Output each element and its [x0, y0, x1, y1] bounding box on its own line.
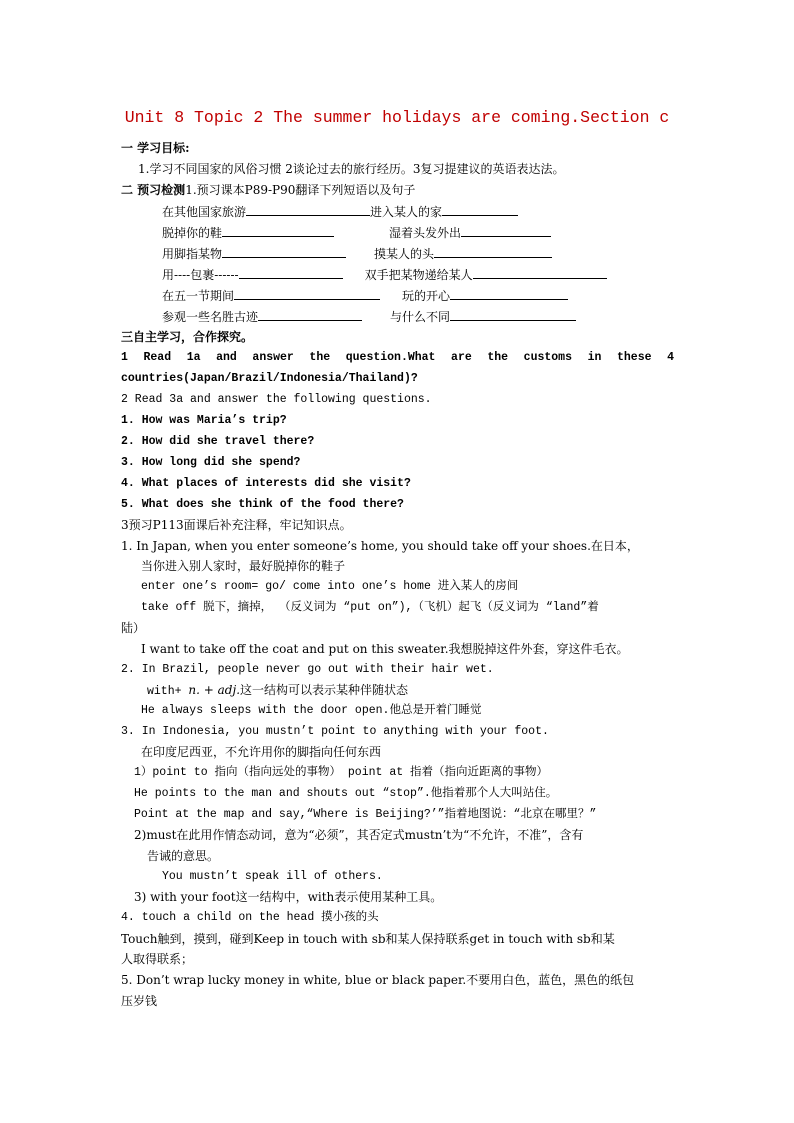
answer-blank[interactable] — [442, 203, 518, 216]
note-3-line-4: He points to the man and shouts out “stop”.他指着那个人大叫站住。 — [134, 787, 558, 800]
section-3-heading: 三自主学习，合作探究。 — [121, 330, 254, 344]
answer-blank[interactable] — [461, 224, 551, 237]
section-2-instruction: 1.预习课本P89-P90翻译下列短语以及句子 — [185, 183, 416, 197]
answer-blank[interactable] — [434, 245, 552, 258]
phrase: 进入某人的家 — [370, 205, 443, 219]
learning-goals: 1.学习不同国家的风俗习惯 2谈论过去的旅行经历。3复习提建议的英语表达法。 — [138, 162, 565, 176]
question-3-instruction: 3预习P113面课后补充注释，牢记知识点。 — [121, 518, 352, 532]
note-2-line-1: 2. In Brazil, people never go out with their hair wet. — [121, 663, 494, 676]
phrase: 用脚指某物 — [162, 247, 223, 261]
answer-blank[interactable] — [450, 287, 568, 300]
formula-italic: n. + adj. — [188, 683, 241, 697]
phrase-row-3 — [162, 245, 552, 262]
answer-blank[interactable] — [222, 245, 346, 258]
note-3-line-5: Point at the map and say,“Where is Beijing?’”指着地图说：“北京在哪里？” — [134, 808, 597, 821]
note-1-line-1: 1. In Japan, when you enter someone’s home, you should take off your shoes.在日本， — [121, 539, 639, 553]
note-5-line-1: 5. Don’t wrap lucky money in white, blue or black paper.不要用白色，蓝色，黑色的纸包 — [121, 973, 635, 987]
phrase: 摸某人的头 — [374, 247, 435, 261]
note-3-line-6: 2)must在此用作情态动词，意为“必须”，其否定式mustn’t为“不允许，不准”，含有 — [134, 828, 584, 842]
formula-explanation: 这一结构可以表示某种伴随状态 — [240, 683, 409, 697]
note-1-line-3: enter one’s room= go/ come into one’s home 进入某人的房间 — [141, 580, 519, 593]
question-item: 5. What does she think of the food there? — [121, 498, 404, 511]
question-item: 2. How did she travel there? — [121, 435, 315, 448]
question-item: 1. How was Maria’s trip? — [121, 414, 287, 427]
note-2-line-2 — [147, 682, 408, 700]
note-4-line-3: 人取得联系； — [121, 952, 194, 966]
phrase: 在五一节期间 — [162, 289, 235, 303]
phrase-row-5 — [162, 287, 568, 304]
answer-blank[interactable] — [246, 203, 370, 216]
section-2-heading: 二 预习检测 — [121, 183, 186, 197]
answer-blank[interactable] — [450, 308, 576, 321]
question-1-line-2: countries(Japan/Brazil/Indonesia/Thailand)? — [121, 372, 418, 385]
question-1-line-1: 1 Read 1a and answer the question.What are the customs in these 4 — [121, 351, 674, 364]
phrase: 与什么不同 — [390, 310, 451, 324]
formula-prefix: with+ — [147, 685, 189, 698]
phrase-row-1 — [162, 203, 518, 220]
answer-blank[interactable] — [473, 266, 607, 279]
phrase: 用----包裹------ — [162, 268, 239, 282]
note-1-line-5: 陆） — [121, 621, 146, 635]
note-1-line-4: take off 脱下，摘掉， （反义词为 “put on”),（飞机）起飞（反义词为 “land”着 — [141, 601, 599, 614]
note-5-line-2: 压岁钱 — [121, 994, 158, 1008]
note-3-line-9: 3) with your foot这一结构中，with表示使用某种工具。 — [134, 890, 443, 904]
note-3-line-8: You mustn’t speak ill of others. — [162, 870, 383, 883]
section-2-heading-line — [121, 182, 415, 198]
note-3-line-3: 1）point to 指向（指向远处的事物） point at 指着（指向近距离的事物） — [134, 766, 549, 779]
phrase: 双手把某物递给某人 — [364, 268, 473, 282]
question-2-instruction: 2 Read 3a and answer the following questions. — [121, 393, 432, 406]
phrase: 参观一些名胜古迹 — [162, 310, 259, 324]
page-title: Unit 8 Topic 2 The summer holidays are coming.Section c — [124, 108, 670, 127]
answer-blank[interactable] — [258, 308, 362, 321]
phrase: 脱掉你的鞋 — [162, 226, 223, 240]
section-1-heading: 一 学习目标: — [121, 141, 190, 155]
answer-blank[interactable] — [239, 266, 343, 279]
note-1-line-6: I want to take off the coat and put on this sweater.我想脱掉这件外套，穿这件毛衣。 — [141, 642, 629, 656]
note-3-line-1: 3. In Indonesia, you mustn’t point to anything with your foot. — [121, 725, 549, 738]
phrase: 在其他国家旅游 — [162, 205, 247, 219]
answer-blank[interactable] — [234, 287, 380, 300]
note-3-line-2: 在印度尼西亚，不允许用你的脚指向任何东西 — [141, 745, 382, 759]
note-3-line-7: 告诫的意思。 — [147, 849, 220, 863]
phrase-row-6 — [162, 308, 576, 325]
phrase: 玩的开心 — [402, 289, 451, 303]
note-1-line-2: 当你进入别人家时，最好脱掉你的鞋子 — [141, 559, 346, 573]
note-2-line-3: He always sleeps with the door open.他总是开着门睡觉 — [141, 704, 482, 717]
phrase: 湿着头发外出 — [389, 226, 462, 240]
answer-blank[interactable] — [222, 224, 334, 237]
note-4-line-2: Touch触到，摸到，碰到Keep in touch with sb和某人保持联系get in touch with sb和某 — [121, 932, 615, 946]
question-item: 4. What places of interests did she visit? — [121, 477, 411, 490]
note-4-line-1: 4. touch a child on the head 摸小孩的头 — [121, 911, 379, 924]
phrase-row-4 — [162, 266, 607, 283]
question-item: 3. How long did she spend? — [121, 456, 301, 469]
phrase-row-2 — [162, 224, 551, 241]
